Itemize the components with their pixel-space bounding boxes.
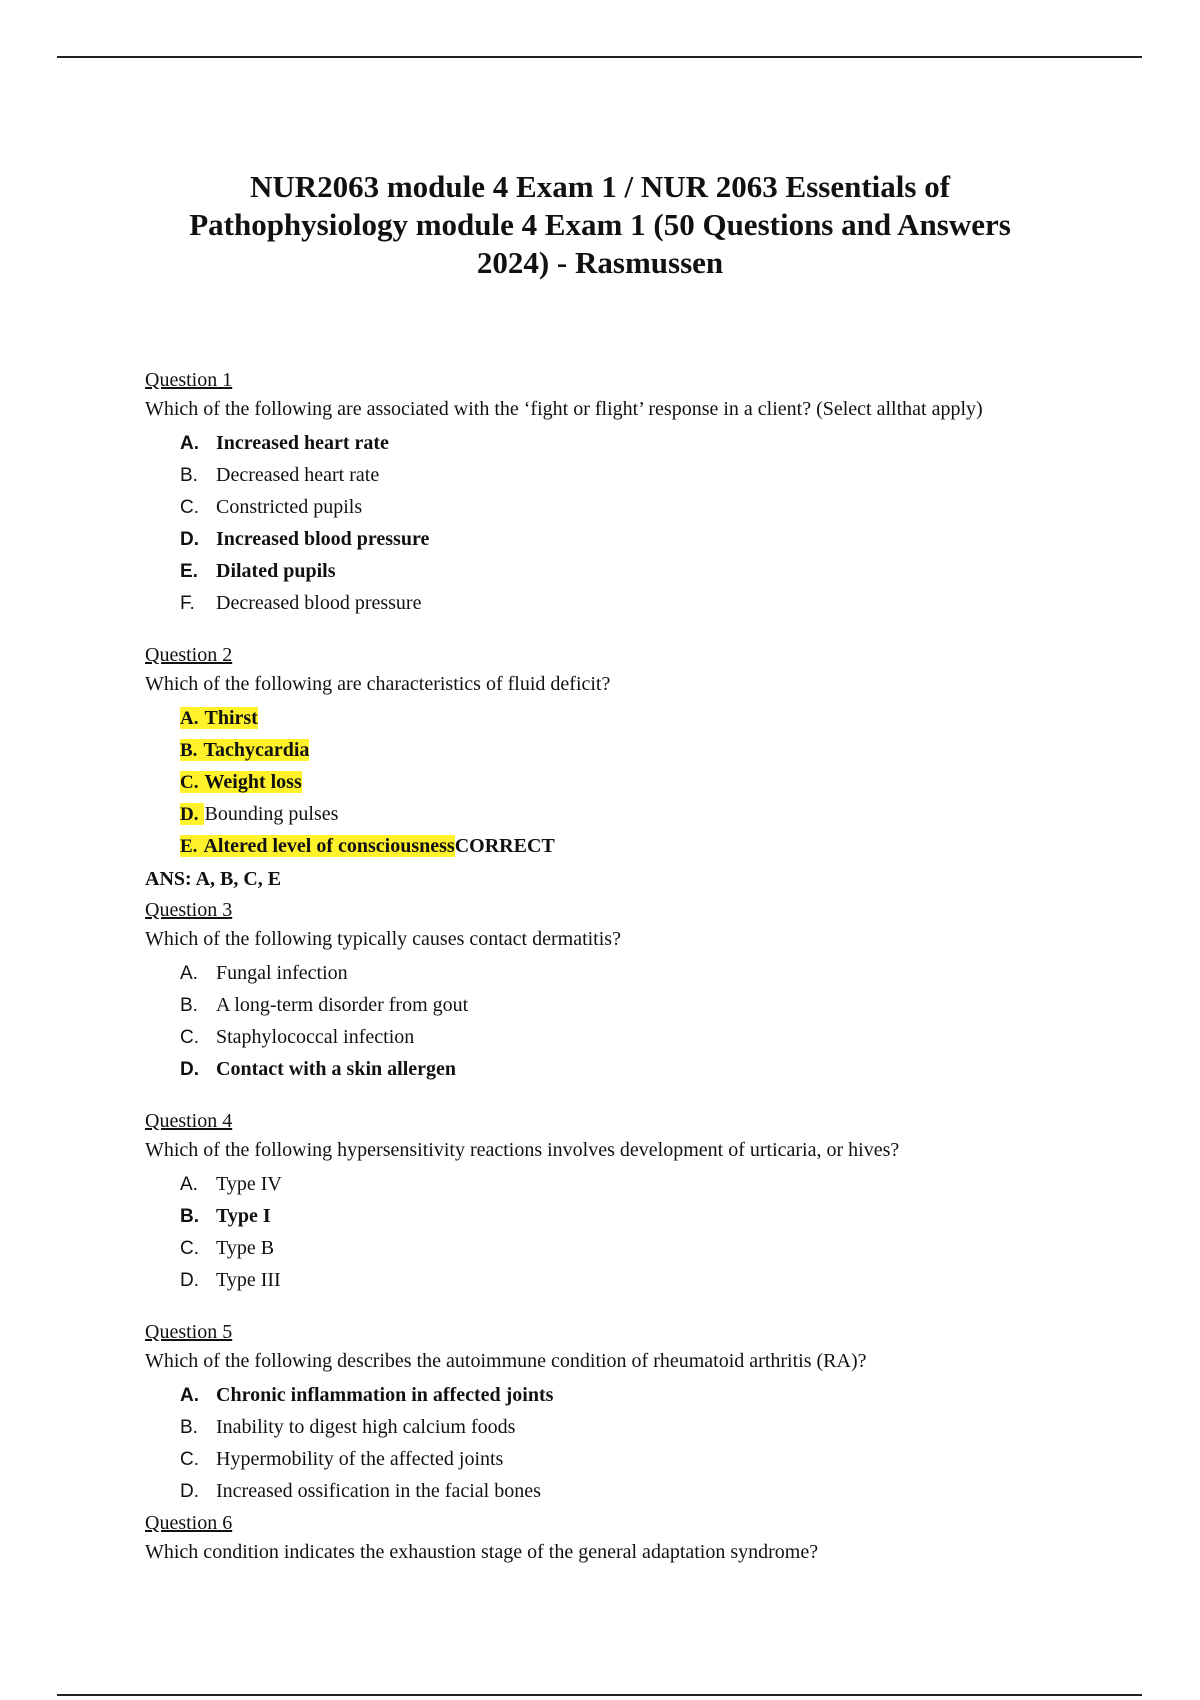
document-title <box>150 168 1050 282</box>
option-item <box>180 702 1045 734</box>
option-item <box>180 1411 1045 1443</box>
option-letter: A. <box>180 433 199 454</box>
option-letter: B. <box>180 465 198 486</box>
question-block <box>145 641 1045 894</box>
option-letter: B. <box>180 740 198 761</box>
answer-key: ANS: A, B, C, E <box>145 868 282 890</box>
option-item <box>180 1200 1045 1232</box>
highlighted-letter <box>180 803 204 825</box>
option-text: Fungal infection <box>216 962 348 984</box>
option-text: Staphylococcal infection <box>216 1026 415 1048</box>
option-list <box>180 1168 1045 1296</box>
question-text: Which of the following are characteristics of fluid deficit? <box>145 673 611 695</box>
option-item <box>180 1232 1045 1264</box>
option-text: Chronic inflammation in affected joints <box>216 1384 554 1406</box>
option-letter: D. <box>180 529 199 550</box>
option-item <box>180 1264 1045 1296</box>
question-text: Which of the following are associated with the ‘fight or flight’ response in a client? (Select allthat apply) <box>145 398 983 420</box>
question-text: Which of the following typically causes contact dermatitis? <box>145 928 621 950</box>
top-rule <box>57 56 1142 58</box>
question-text: Which of the following hypersensitivity reactions involves development of urticaria, or hives? <box>145 1139 900 1161</box>
option-letter: C. <box>180 1027 199 1048</box>
option-text: Decreased blood pressure <box>216 592 422 614</box>
option-text: Tachycardia <box>203 739 310 761</box>
option-text: Contact with a skin allergen <box>216 1058 456 1080</box>
option-list <box>180 427 1045 619</box>
option-letter: A. <box>180 1174 198 1195</box>
highlighted-answer <box>180 771 302 793</box>
option-item <box>180 1379 1045 1411</box>
option-letter: C. <box>180 1449 199 1470</box>
option-text: A long-term disorder from gout <box>216 994 469 1016</box>
question-label: Question 5 <box>145 1321 233 1343</box>
option-letter: A. <box>180 963 198 984</box>
question-block <box>145 896 1045 1085</box>
option-item <box>180 587 1045 619</box>
option-list <box>180 1379 1045 1507</box>
bottom-rule <box>57 1694 1142 1696</box>
option-item <box>180 1168 1045 1200</box>
question-block <box>145 1107 1045 1296</box>
question-label: Question 6 <box>145 1512 233 1534</box>
option-text: Altered level of consciousness <box>203 835 455 857</box>
question-block <box>145 1318 1045 1507</box>
question-block <box>145 366 1045 619</box>
option-letter: C. <box>180 1238 199 1259</box>
option-item <box>180 989 1045 1021</box>
question-block <box>145 1509 1045 1567</box>
title-line: 2024) - Rasmussen <box>476 245 724 280</box>
option-letter: B. <box>180 995 198 1016</box>
option-text: Weight loss <box>204 771 302 793</box>
option-letter: C. <box>180 497 199 518</box>
title-line: NUR2063 module 4 Exam 1 / NUR 2063 Essentials of <box>249 169 951 204</box>
question-label: Question 1 <box>145 369 233 391</box>
option-letter: D. <box>180 804 199 825</box>
option-item <box>180 798 1045 830</box>
option-text: Increased heart rate <box>216 432 389 454</box>
option-letter: F. <box>180 593 195 614</box>
option-letter: A. <box>180 1385 199 1406</box>
option-text: Bounding pulses <box>204 803 339 825</box>
option-letter: D. <box>180 1059 199 1080</box>
option-item <box>180 766 1045 798</box>
option-item <box>180 523 1045 555</box>
option-text: Inability to digest high calcium foods <box>216 1416 516 1438</box>
option-text: Increased blood pressure <box>216 528 430 550</box>
option-text: Type IV <box>216 1173 282 1195</box>
option-text: Type B <box>216 1237 275 1259</box>
option-letter: A. <box>180 708 199 729</box>
question-label: Question 4 <box>145 1110 233 1132</box>
option-item <box>180 1475 1045 1507</box>
option-letter: D. <box>180 1481 199 1502</box>
option-item <box>180 1021 1045 1053</box>
highlighted-answer <box>180 707 258 729</box>
option-text: Constricted pupils <box>216 496 363 518</box>
correct-tag: CORRECT <box>454 835 555 857</box>
option-list <box>180 957 1045 1085</box>
option-text: Increased ossification in the facial bones <box>216 1480 541 1502</box>
option-text: Decreased heart rate <box>216 464 380 486</box>
option-text: Hypermobility of the affected joints <box>216 1448 504 1470</box>
option-item <box>180 1443 1045 1475</box>
option-item <box>180 830 1045 862</box>
highlighted-answer <box>180 739 309 761</box>
title-line: Pathophysiology module 4 Exam 1 (50 Questions and Answers <box>189 207 1011 242</box>
option-item <box>180 957 1045 989</box>
highlighted-answer <box>180 835 455 857</box>
option-list <box>180 702 1045 862</box>
question-text: Which condition indicates the exhaustion stage of the general adaptation syndrome? <box>145 1541 819 1563</box>
option-letter: E. <box>180 561 198 582</box>
option-text: Thirst <box>204 707 258 729</box>
question-label: Question 3 <box>145 899 233 921</box>
option-text: Type I <box>216 1205 271 1227</box>
option-item <box>180 555 1045 587</box>
question-list <box>145 366 1045 1567</box>
option-letter: D. <box>180 1270 199 1291</box>
option-item <box>180 734 1045 766</box>
option-text: Dilated pupils <box>216 560 336 582</box>
option-text: Type III <box>216 1269 281 1291</box>
option-letter: B. <box>180 1206 199 1227</box>
question-text: Which of the following describes the autoimmune condition of rheumatoid arthritis (RA)? <box>145 1350 867 1372</box>
option-item <box>180 491 1045 523</box>
option-item <box>180 459 1045 491</box>
option-item <box>180 427 1045 459</box>
option-item <box>180 1053 1045 1085</box>
option-letter: B. <box>180 1417 198 1438</box>
option-letter: E. <box>180 836 198 857</box>
option-letter: C. <box>180 772 199 793</box>
question-label: Question 2 <box>145 644 233 666</box>
